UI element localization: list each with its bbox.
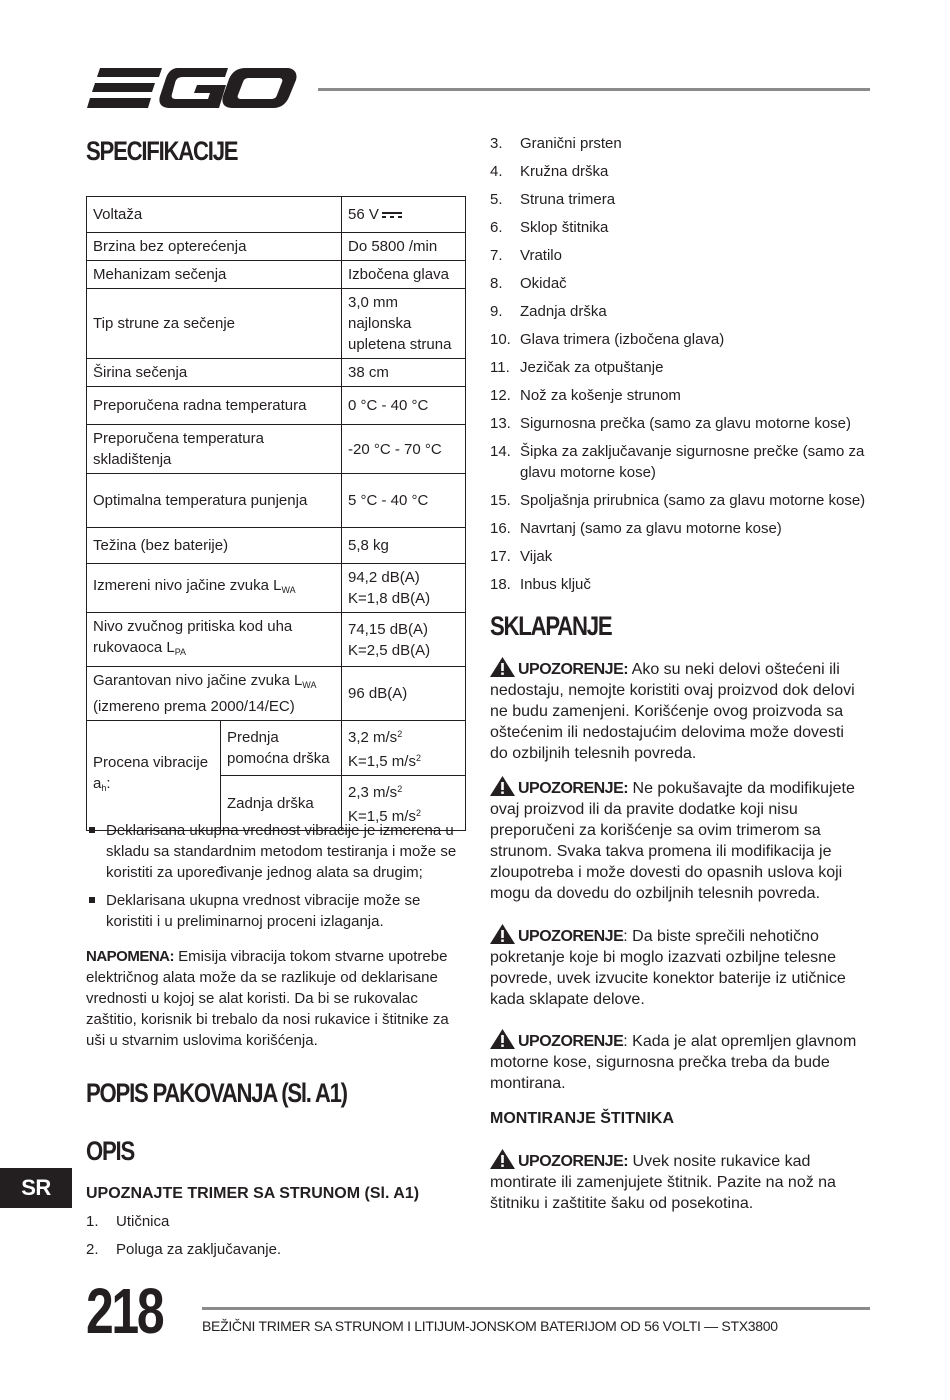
table-cell: Garantovan nivo jačine zvuka $L_{WA}$ (izmereno prema 2000/14/EC) bbox=[87, 667, 342, 721]
list-item: 5. Struna trimera bbox=[490, 191, 616, 208]
list-item: 1. Utičnica bbox=[86, 1213, 170, 1230]
list-item: 18. Inbus ključ bbox=[490, 576, 591, 593]
table-row bbox=[87, 197, 466, 233]
table-cell: 5,8 kg bbox=[342, 528, 466, 564]
warning-triangle-icon bbox=[490, 1149, 515, 1169]
list-item: 17. Vijak bbox=[490, 548, 553, 565]
table-row bbox=[87, 359, 466, 387]
list-item: Deklarisana ukupna vrednost vibracije može se koristiti i u preliminarnoj proceni izlaganja. bbox=[86, 890, 471, 932]
warning-triangle-icon bbox=[490, 1029, 515, 1049]
table-cell: 3,0 mm najlonska upletena struna bbox=[342, 289, 466, 359]
table-row bbox=[87, 289, 466, 359]
table-cell: Mehanizam sečenja bbox=[87, 261, 342, 289]
footer-rule bbox=[202, 1307, 870, 1310]
bullet-square-icon bbox=[89, 897, 95, 903]
packing-list-heading: POPIS PAKOVANJA (Sl. A1) bbox=[86, 1078, 347, 1108]
warning-paragraph: UPOZORENJE: Ako su neki delovi oštećeni ili nedostaju, nemojte koristiti ovaj proizvod dok delovi ne budu zamenjeni. Korišćenje ovog proizvoda sa oštećenim ili nedostajućim delovima može dovesti do ozbiljnih telesnih povreda. bbox=[490, 657, 862, 764]
footer-title: BEŽIČNI TRIMER SA STRUNOM I LITIJUM-JONSKOM BATERIJOM OD 56 VOLTI — STX3800 bbox=[202, 1318, 778, 1334]
table-cell: Preporučena temperatura skladištenja bbox=[87, 425, 342, 474]
table-cell: 96 dB(A) bbox=[342, 667, 466, 721]
list-item: 7. Vratilo bbox=[490, 247, 562, 264]
table-cell: 0 °C - 40 °C bbox=[342, 387, 466, 425]
parts-list-left bbox=[86, 1211, 466, 1260]
warning-triangle-icon bbox=[490, 924, 515, 944]
table-cell: Voltaža bbox=[87, 197, 342, 233]
ego-logo bbox=[86, 64, 298, 114]
table-cell: 74,15 dB(A) K=2,5 dB(A) bbox=[342, 613, 466, 667]
table-cell: -20 °C - 70 °C bbox=[342, 425, 466, 474]
note-label: NAPOMENA: bbox=[86, 948, 174, 965]
table-row bbox=[87, 528, 466, 564]
table-cell: Tip strune za sečenje bbox=[87, 289, 342, 359]
get-to-know-heading: UPOZNAJTE TRIMER SA STRUNOM (Sl. A1) bbox=[86, 1185, 420, 1202]
table-cell: Težina (bez baterije) bbox=[87, 528, 342, 564]
warning-paragraph: UPOZORENJE: Kada je alat opremljen glavnom motorne kose, sigurnosna prečka treba da bude montirana. bbox=[490, 1029, 862, 1094]
table-row bbox=[87, 425, 466, 474]
warning-paragraph: UPOZORENJE: Da biste sprečili nehotično pokretanje koje bi moglo izazvati ozbiljne telesne povrede, uvek izvucite konektor baterije iz utičnice kada sklapate delove. bbox=[490, 924, 862, 1010]
note-paragraph: NAPOMENA: Emisija vibracija tokom stvarne upotrebe električnog alata može da se razlikuje od deklarisane vrednosti u kojoj se alat koristi. Da bi se rukovalac zaštitio, korisnik bi trebalo da nosi rukavice i štitnike za uši u stvarnim uslovima korišćenja. bbox=[86, 948, 449, 1049]
table-row bbox=[87, 667, 466, 721]
language-tab: SR bbox=[0, 1168, 72, 1208]
table-cell: Preporučena radna temperatura bbox=[87, 387, 342, 425]
table-cell: Izmereni nivo jačine zvuka $L_{WA}$ bbox=[87, 564, 342, 613]
table-cell: Do 5800 /min bbox=[342, 233, 466, 261]
table-row bbox=[87, 233, 466, 261]
table-cell: 5 °C - 40 °C bbox=[342, 474, 466, 528]
warning-triangle-icon bbox=[490, 657, 515, 677]
list-item: 14. Šipka za zaključavanje sigurnosne prečke (samo za glavu motorne kose) bbox=[490, 443, 865, 481]
bullet-square-icon bbox=[89, 827, 95, 833]
page-number: 218 bbox=[86, 1275, 163, 1347]
list-item: Deklarisana ukupna vrednost vibracije je izmerena u skladu sa standardnim metodom testiranja i može se koristiti za upoređivanje jednog alata sa drugim; bbox=[86, 820, 471, 883]
list-item: 13. Sigurnosna prečka (samo za glavu motorne kose) bbox=[490, 415, 851, 432]
table-cell: Prednja pomoćna drška bbox=[221, 721, 342, 776]
parts-list-right bbox=[490, 133, 870, 602]
list-item: 8. Okidač bbox=[490, 275, 567, 292]
spec-table bbox=[86, 196, 466, 831]
assembly-heading: SKLAPANJE bbox=[490, 611, 612, 641]
list-item: 3. Granični prsten bbox=[490, 135, 622, 152]
warning-paragraph: UPOZORENJE: Ne pokušavajte da modifikujete ovaj proizvod ili da pravite dodatke koji nisu preporučeni za korišćenje sa ovim trimerom sa strunom. Svaka takva promena ili modifikacija je zloupotreba i može dovesti do opasnih uslova koji mogu da dovedu do ozbiljnih telesnih povreda. bbox=[490, 776, 862, 904]
table-cell: 56 V bbox=[342, 197, 466, 233]
table-cell: 3,2 $m/s^2$ K=1,5 $m/s^2$ bbox=[342, 721, 466, 776]
dc-symbol-icon bbox=[382, 210, 402, 220]
table-cell: 2,3 $m/s^2$ K=1,5 $m/s^2$ bbox=[342, 776, 466, 831]
table-row bbox=[87, 613, 466, 667]
warning-paragraph: UPOZORENJE: Uvek nosite rukavice kad montirate ili zamenjujete štitnik. Pazite na nož na štitniku i zaštitite šaku od posekotina. bbox=[490, 1149, 862, 1214]
table-cell: Zadnja drška bbox=[221, 776, 342, 831]
header-rule bbox=[318, 88, 870, 91]
list-item: 12. Nož za košenje strunom bbox=[490, 387, 681, 404]
warning-triangle-icon bbox=[490, 776, 515, 796]
description-heading: OPIS bbox=[86, 1136, 134, 1166]
list-item: 15. Spoljašnja prirubnica (samo za glavu motorne kose) bbox=[490, 492, 866, 509]
table-cell: Brzina bez opterećenja bbox=[87, 233, 342, 261]
table-row bbox=[87, 387, 466, 425]
table-row bbox=[87, 474, 466, 528]
table-cell: Nivo zvučnog pritiska kod uha rukovaoca $L_{PA}$ bbox=[87, 613, 342, 667]
table-row bbox=[87, 721, 466, 776]
specifications-heading: SPECIFIKACIJE bbox=[86, 136, 238, 166]
table-cell: 38 cm bbox=[342, 359, 466, 387]
vibration-notes-list bbox=[86, 820, 471, 939]
list-item: 2. Poluga za zaključavanje. bbox=[86, 1241, 282, 1258]
guard-install-heading: MONTIRANJE ŠTITNIKA bbox=[490, 1110, 674, 1127]
table-cell: Procena vibracije $a_h$: bbox=[87, 721, 221, 831]
list-item: 6. Sklop štitnika bbox=[490, 219, 609, 236]
table-cell: Optimalna temperatura punjenja bbox=[87, 474, 342, 528]
table-cell: Izbočena glava bbox=[342, 261, 466, 289]
list-item: 10. Glava trimera (izbočena glava) bbox=[490, 331, 725, 348]
list-item: 9. Zadnja drška bbox=[490, 303, 607, 320]
list-item: 4. Kružna drška bbox=[490, 163, 609, 180]
table-cell: Širina sečenja bbox=[87, 359, 342, 387]
table-cell: 94,2 dB(A) K=1,8 dB(A) bbox=[342, 564, 466, 613]
list-item: 16. Navrtanj (samo za glavu motorne kose) bbox=[490, 520, 782, 537]
table-row bbox=[87, 261, 466, 289]
table-row bbox=[87, 564, 466, 613]
list-item: 11. Jezičak za otpuštanje bbox=[490, 359, 664, 376]
